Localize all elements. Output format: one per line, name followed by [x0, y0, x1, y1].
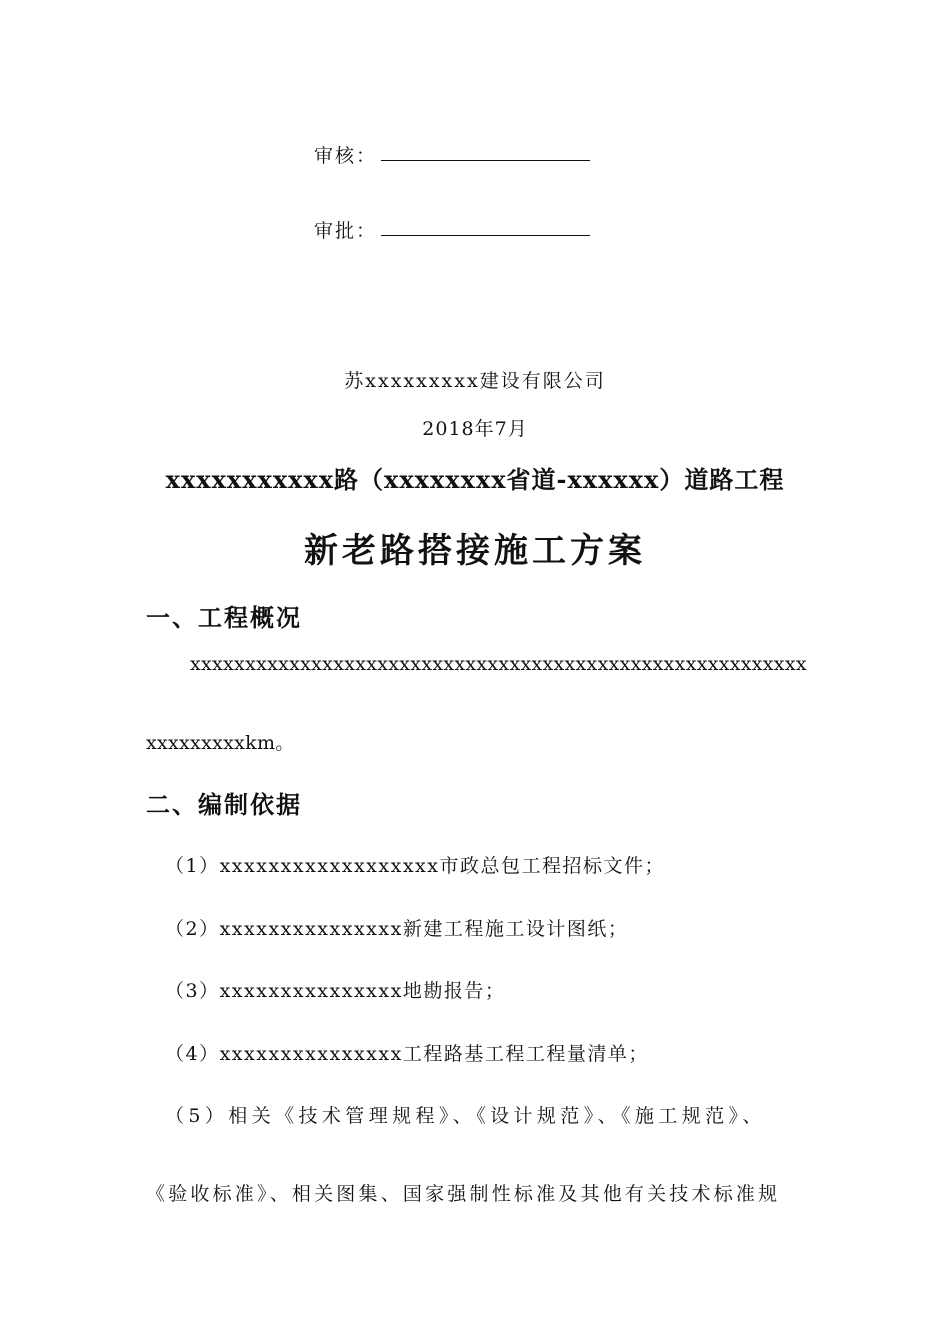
basis-item-5: （5）相关《技术管理规程》、《设计规范》、《施工规范》、 [165, 1105, 766, 1127]
basis-item-1: （1）xxxxxxxxxxxxxxxxxx市政总包工程招标文件； [165, 855, 665, 877]
section-heading-basis: 二、编制依据 [146, 790, 302, 819]
project-title: xxxxxxxxxxx路（xxxxxxxx省道-xxxxxx）道路工程 [165, 465, 785, 494]
basis-item-4: （4）xxxxxxxxxxxxxxx工程路基工程工程量清单； [165, 1043, 649, 1065]
section-heading-overview: 一、工程概况 [146, 603, 302, 632]
document-title: 新老路搭接施工方案 [304, 531, 646, 571]
approval-signature-line [381, 235, 590, 236]
document-date: 2018年7月 [422, 418, 528, 440]
approval-label: 审批： [314, 220, 378, 242]
review-label: 审核： [314, 145, 378, 167]
overview-paragraph-line-2: xxxxxxxxxkm。 [146, 732, 295, 754]
review-signature-line [381, 160, 590, 161]
basis-item-2: （2）xxxxxxxxxxxxxxx新建工程施工设计图纸； [165, 918, 629, 940]
company-name: 苏xxxxxxxxx建设有限公司 [344, 370, 606, 392]
overview-paragraph-line-1: xxxxxxxxxxxxxxxxxxxxxxxxxxxxxxxxxxxxxxxxxxxxxxxxxxxxxxxx [190, 653, 807, 675]
basis-item-3: （3）xxxxxxxxxxxxxxx地勘报告； [165, 980, 506, 1002]
basis-item-5-continued: 《验收标准》、相关图集、国家强制性标准及其他有关技术标准规 [146, 1183, 781, 1205]
